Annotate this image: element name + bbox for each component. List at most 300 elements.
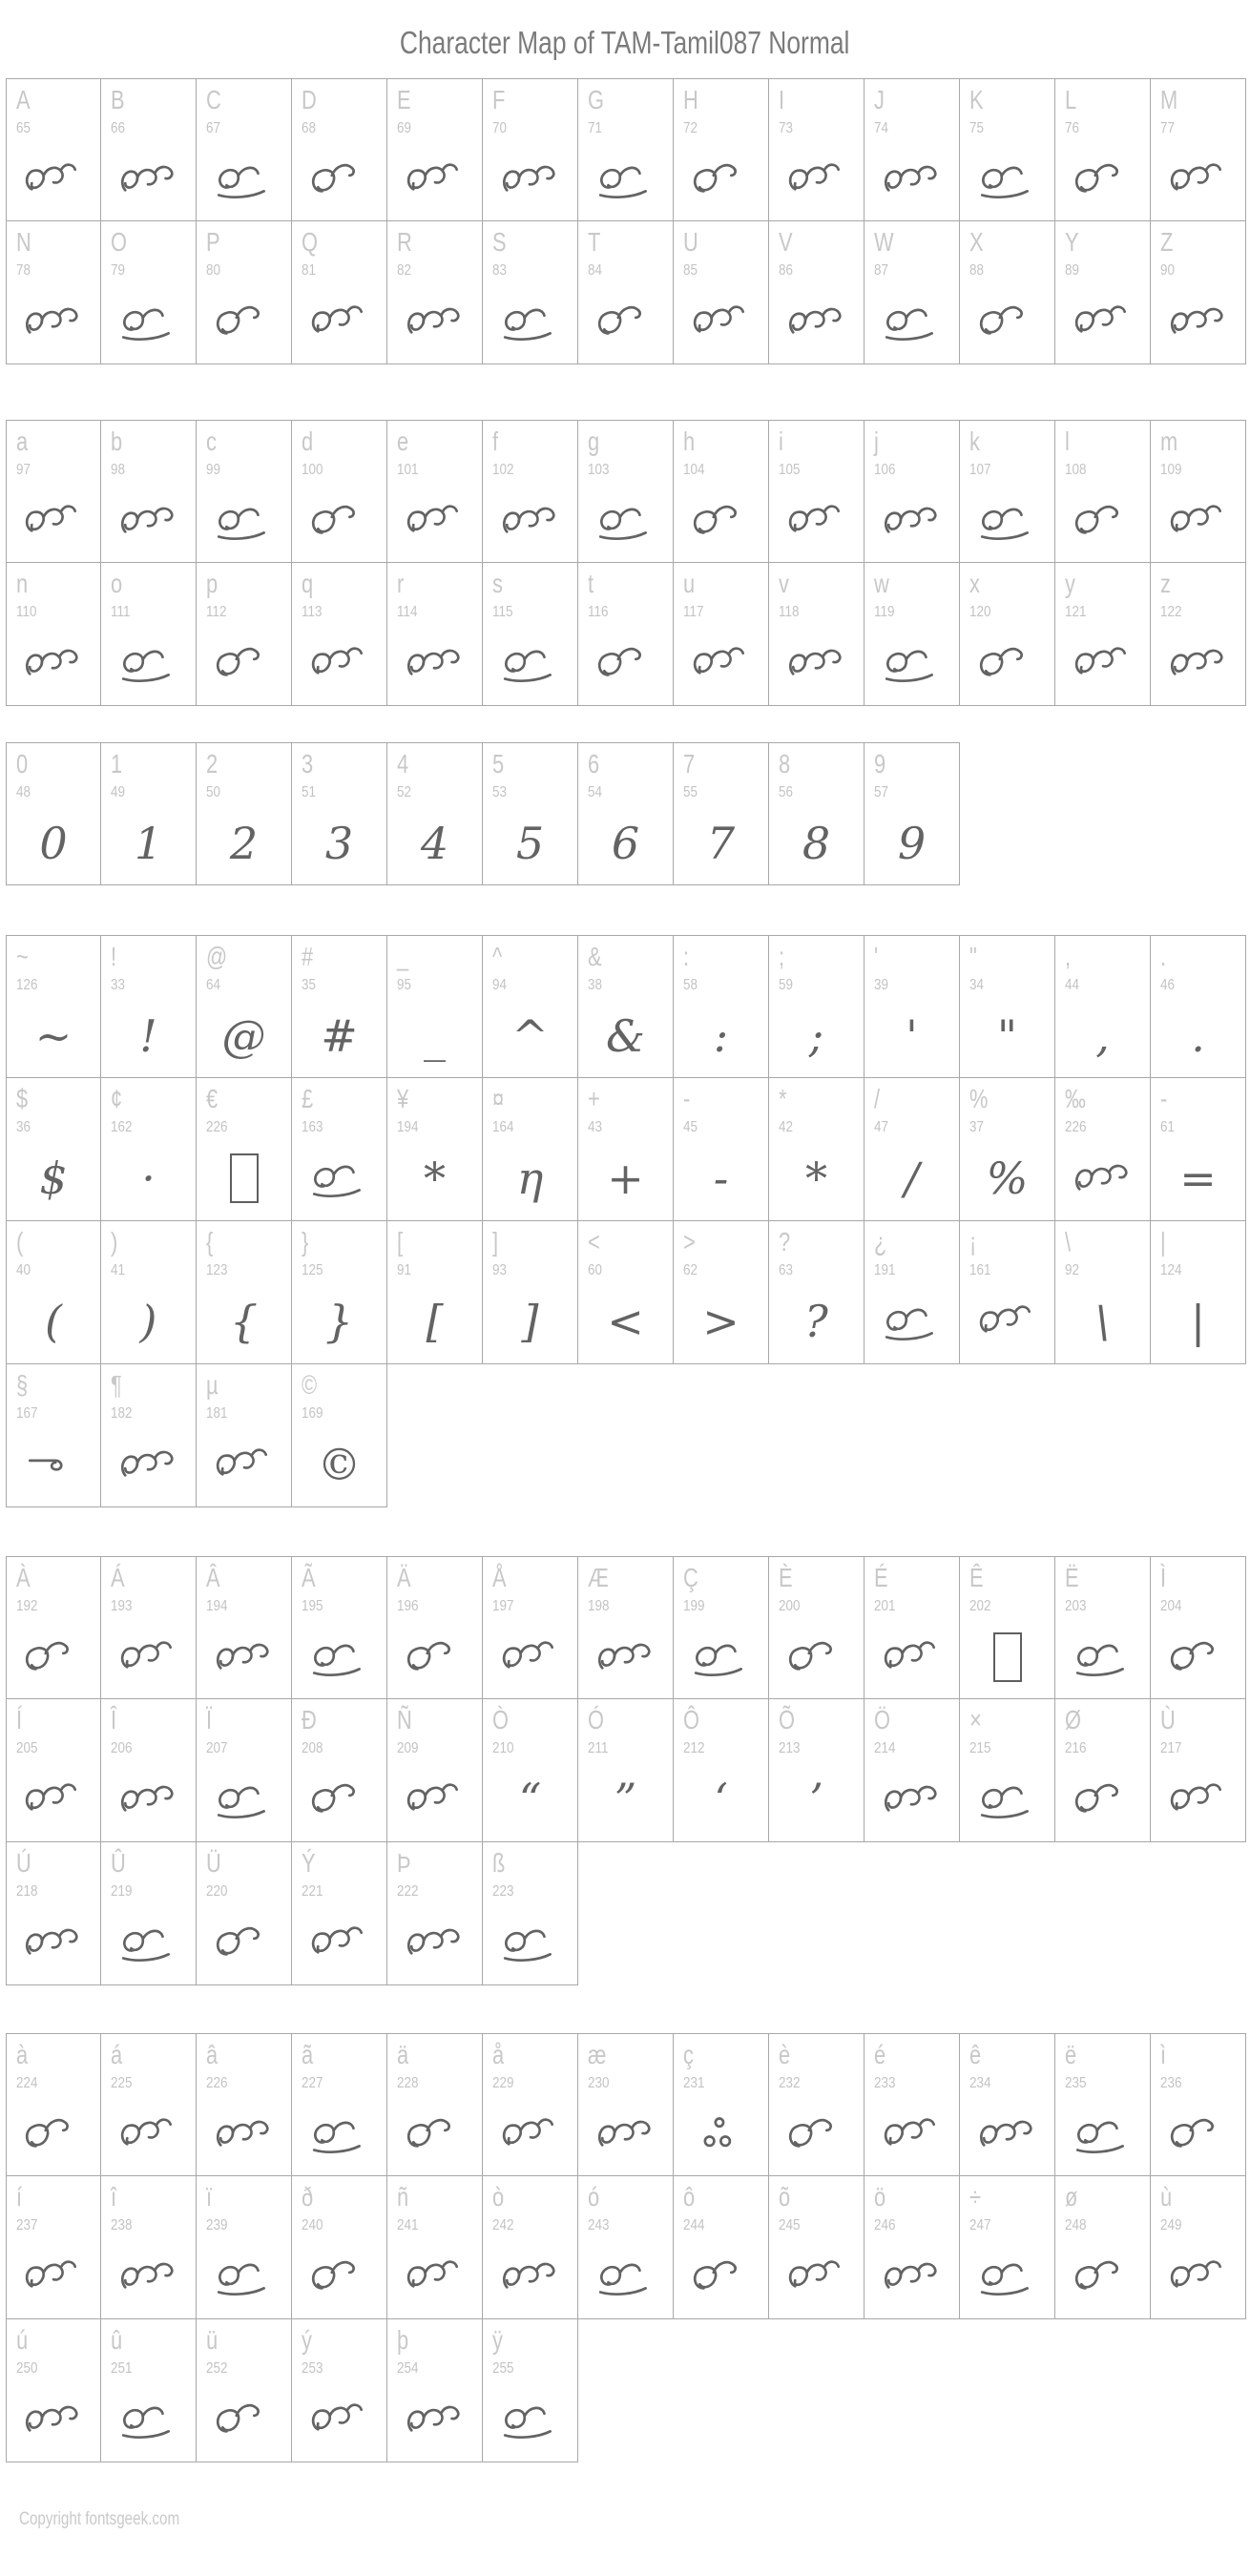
char-label: ò [492,2182,505,2212]
glyph-text: < [607,1296,644,1347]
char-label: ¶ [111,1370,122,1400]
char-glyph [578,1003,673,1070]
glyph-text: | [1190,1296,1206,1347]
char-glyph [769,1003,864,1070]
glyph-text: ] [521,1296,539,1347]
char-code: 114 [397,604,418,620]
char-glyph [197,1431,291,1498]
char-cell [101,1556,197,1699]
char-glyph [101,630,196,696]
char-label: R [397,227,412,257]
char-cell [483,1556,578,1699]
char-label: Î [111,1705,117,1735]
char-code: 120 [969,604,991,620]
char-cell [483,2176,578,2319]
glyph-text: ’ [809,1774,823,1825]
glyph-text: { [229,1296,259,1347]
char-label: Ù [1160,1705,1176,1735]
char-label: b [111,426,123,456]
char-code: 229 [492,2075,514,2091]
char-code: 248 [1065,2217,1087,2233]
char-cell [292,221,387,364]
char-label: H [683,85,698,114]
char-label: p [206,569,219,598]
tamil-glyph-squiggle [785,1635,848,1679]
tamil-glyph-squiggle [22,641,85,685]
char-cell [674,563,769,706]
tamil-glyph-squiggle [213,300,276,343]
char-code: 250 [16,2360,38,2377]
char-glyph [387,2101,482,2168]
char-code: 104 [683,462,705,478]
char-label: u [683,569,696,598]
char-glyph [578,1766,673,1833]
char-glyph [769,2101,864,2168]
char-cell [960,1556,1055,1699]
char-cell [197,1842,292,1985]
glyph-text: 8 [802,818,831,869]
char-code: 110 [16,604,37,620]
char-glyph [101,1145,196,1212]
char-label: M [1160,85,1178,114]
char-label: é [874,2040,886,2069]
char-code: 228 [397,2075,419,2091]
char-label: 9 [874,749,886,779]
char-code: 207 [206,1740,228,1756]
char-label: ø [1065,2182,1078,2212]
char-glyph [1055,1003,1150,1070]
char-glyph [7,2386,100,2453]
tamil-glyph-squiggle [1072,1777,1135,1821]
char-label: \ [1065,1227,1072,1257]
char-glyph [865,1145,959,1212]
glyph-text: - [713,1153,729,1204]
char-cell [1151,1556,1246,1699]
char-glyph [674,1624,768,1691]
tamil-glyph-squiggle [881,2112,944,2156]
tamil-glyph-squiggle [308,1777,371,1821]
char-glyph [1055,630,1150,696]
char-glyph [1151,146,1245,213]
char-cell [960,1221,1055,1364]
tamil-glyph-squiggle [117,2254,180,2298]
char-cell [1151,1699,1246,1842]
tamil-glyph-squiggle [117,1777,180,1821]
char-label: ð [302,2182,314,2212]
char-glyph [7,2101,100,2168]
glyph-text: " [996,1010,1018,1062]
char-cell [101,420,197,563]
char-code: 78 [16,262,31,279]
glyph-text: ) [139,1296,157,1347]
char-glyph [1151,630,1245,696]
char-cell [674,1221,769,1364]
tamil-glyph-squiggle [213,157,276,201]
char-label: ä [397,2040,409,2069]
char-glyph [578,630,673,696]
char-cell [197,1364,292,1507]
char-cell [1151,1078,1246,1221]
tamil-glyph-squiggle [881,1777,944,1821]
char-glyph [1151,488,1245,554]
char-glyph [387,288,482,355]
tamil-glyph-squiggle [404,2112,467,2156]
char-glyph [769,810,864,877]
char-cell [865,420,960,563]
char-cell [769,2033,865,2176]
char-label: & [588,942,602,971]
char-code: 108 [1065,462,1087,478]
tamil-glyph-squiggle [22,499,85,543]
glyph-text: 9 [897,818,927,869]
char-label: v [779,569,789,598]
char-cell [674,2176,769,2319]
char-cell [101,2319,197,2462]
char-label: $ [16,1084,29,1113]
char-code: 93 [492,1262,507,1278]
char-glyph [292,1288,386,1355]
char-cell [960,1699,1055,1842]
tamil-glyph-squiggle [785,2112,848,2156]
char-glyph [7,1909,100,1976]
char-cell [865,1699,960,1842]
char-label: © [302,1370,318,1400]
char-code: 222 [397,1883,419,1900]
char-glyph [960,1145,1054,1212]
char-code: 196 [397,1598,419,1614]
tamil-glyph-squiggle [976,499,1039,543]
tamil-glyph-squiggle [1072,2112,1135,2156]
char-cell [101,742,197,885]
char-label: d [302,426,314,456]
glyph-text: ! [139,1010,157,1062]
char-code: 126 [16,977,38,993]
char-glyph [101,1909,196,1976]
char-glyph [483,1003,577,1070]
char-code: 46 [1160,977,1175,993]
char-label: ; [779,942,785,971]
char-glyph [960,288,1054,355]
tamil-glyph-squiggle [22,1443,85,1486]
char-code: 219 [111,1883,133,1900]
tamil-glyph-squiggle [1167,499,1230,543]
char-code: 57 [874,784,888,800]
char-cell [387,1699,483,1842]
char-cell [960,563,1055,706]
char-cell [960,1078,1055,1221]
char-code: 231 [683,2075,705,2091]
char-label: Ã [302,1563,316,1592]
char-cell [1151,78,1246,221]
char-cell [578,221,674,364]
char-label: % [969,1084,989,1113]
tamil-glyph-squiggle [881,2254,944,2298]
char-cell [1151,2176,1246,2319]
char-code: 76 [1065,120,1079,136]
char-glyph [387,2386,482,2453]
char-label: 1 [111,749,123,779]
char-label: h [683,426,696,456]
char-label: § [16,1370,29,1400]
char-code: 87 [874,262,888,279]
char-glyph [674,630,768,696]
char-cell [769,563,865,706]
glyph-text: } [324,1296,354,1347]
char-code: 112 [206,604,227,620]
char-code: 43 [588,1119,602,1135]
char-code: 73 [779,120,793,136]
char-label: Z [1160,227,1174,257]
char-code: 226 [1065,1119,1087,1135]
char-code: 212 [683,1740,705,1756]
char-cell [6,1842,101,1985]
char-code: 42 [779,1119,793,1135]
char-glyph [1151,288,1245,355]
char-glyph [1055,2243,1150,2310]
char-glyph [483,1766,577,1833]
char-code: 95 [397,977,411,993]
char-code: 119 [874,604,895,620]
glyph-text: 6 [611,818,640,869]
tamil-glyph-squiggle [690,300,753,343]
tamil-glyph-squiggle [213,641,276,685]
tamil-glyph-squiggle [213,2112,276,2156]
char-glyph [101,2386,196,2453]
char-cell [865,1078,960,1221]
char-code: 82 [397,262,411,279]
char-code: 215 [969,1740,991,1756]
char-glyph [7,2243,100,2310]
char-glyph [769,1145,864,1212]
char-glyph [101,810,196,877]
char-label: s [492,569,503,598]
char-glyph [578,488,673,554]
char-label: ÿ [492,2325,503,2355]
char-code: 246 [874,2217,896,2233]
char-cell [483,78,578,221]
char-label: | [1160,1227,1166,1257]
char-label: Õ [779,1705,795,1735]
char-label: J [874,85,885,114]
grid-row [6,2176,1246,2319]
char-glyph [960,1624,1054,1691]
glyph-text: “ [518,1774,542,1825]
char-code: 213 [779,1740,801,1756]
glyph-text: ~ [34,1010,73,1062]
char-label: q [302,569,314,598]
char-label: I [779,85,785,114]
char-cell [865,221,960,364]
char-label: ] [492,1227,499,1257]
char-label: A [16,85,31,114]
char-cell [197,78,292,221]
glyph-text: ‘ [714,1774,728,1825]
char-label: E [397,85,411,114]
char-label: [ [397,1227,404,1257]
char-code: 225 [111,2075,133,2091]
tamil-glyph-squiggle [1072,499,1135,543]
char-code: 56 [779,784,793,800]
char-glyph [197,2101,291,2168]
char-code: 217 [1160,1740,1182,1756]
tamil-glyph-squiggle [976,1299,1039,1343]
char-cell [483,563,578,706]
char-cell [483,2319,578,2462]
char-code: 194 [397,1119,419,1135]
char-code: 210 [492,1740,514,1756]
tamil-glyph-squiggle [404,1777,467,1821]
char-code: 181 [206,1405,228,1422]
tamil-glyph-squiggle [690,1635,753,1679]
char-code: 245 [779,2217,801,2233]
char-code: 240 [302,2217,323,2233]
grid-row [6,935,1246,1078]
char-code: 234 [969,2075,991,2091]
char-code: 198 [588,1598,610,1614]
char-glyph [292,2386,386,2453]
tamil-glyph-squiggle [404,300,467,343]
tamil-glyph-squiggle [22,2254,85,2298]
char-cell [1151,563,1246,706]
tamil-glyph-squiggle [213,499,276,543]
glyph-text: ( [45,1296,62,1347]
char-code: 227 [302,2075,323,2091]
tamil-glyph-squiggle [1072,2254,1135,2298]
char-label: + [588,1084,600,1113]
glyph-text: 0 [39,818,68,869]
glyph-text: * [805,1153,827,1204]
char-cell [483,1842,578,1985]
char-label: ÷ [969,2182,981,2212]
tamil-glyph-squiggle [785,300,848,343]
char-code: 195 [302,1598,323,1614]
char-label: k [969,426,980,456]
char-code: 194 [206,1598,228,1614]
char-code: 209 [397,1740,419,1756]
char-glyph [7,1431,100,1498]
tamil-glyph-squiggle [976,2112,1039,2156]
char-code: 91 [397,1262,411,1278]
char-cell [578,420,674,563]
char-glyph [1055,1766,1150,1833]
char-code: 216 [1065,1740,1087,1756]
char-label: Ä [397,1563,411,1592]
grid-row [6,420,1246,563]
char-label: î [111,2182,117,2212]
tamil-glyph-squiggle [117,1443,180,1486]
char-cell [578,1556,674,1699]
tamil-glyph-squiggle [785,499,848,543]
char-label: F [492,85,506,114]
char-label: { [206,1227,214,1257]
char-glyph [197,2386,291,2453]
char-code: 203 [1065,1598,1087,1614]
char-label: ! [111,942,117,971]
char-cell [197,2033,292,2176]
char-code: 115 [492,604,513,620]
char-code: 253 [302,2360,323,2377]
tamil-glyph-squiggle [976,157,1039,201]
grid-row [6,742,960,885]
char-cell [578,1078,674,1221]
char-label: Å [492,1563,507,1592]
tamil-glyph-squiggle [1167,157,1230,201]
char-cell [1151,420,1246,563]
char-label: > [683,1227,696,1257]
glyph-text: ; [808,1010,824,1062]
char-cell [578,935,674,1078]
char-cell [387,2033,483,2176]
char-cell [292,563,387,706]
tamil-glyph-squiggle [1072,641,1135,685]
tamil-glyph-squiggle [976,1777,1039,1821]
char-label: ï [206,2182,213,2212]
char-glyph [483,810,577,877]
char-cell [387,1078,483,1221]
char-code: 81 [302,262,316,279]
char-code: 86 [779,262,793,279]
char-cell [387,420,483,563]
char-cell [865,78,960,221]
char-code: 99 [206,462,220,478]
tamil-glyph-squiggle [594,300,657,343]
tamil-glyph-squiggle [1072,157,1135,201]
char-glyph [769,2243,864,2310]
char-code: 226 [206,2075,228,2091]
char-glyph [769,630,864,696]
char-label: < [588,1227,600,1257]
char-label: Ö [874,1705,890,1735]
grid-digits [6,742,960,885]
char-cell [6,1221,101,1364]
char-code: 85 [683,262,698,279]
tamil-glyph-squiggle [117,641,180,685]
glyph-text: + [607,1153,644,1204]
char-code: 54 [588,784,602,800]
char-cell [101,1078,197,1221]
grid-accented-uppercase [6,1556,1246,1985]
tamil-glyph-squiggle [881,641,944,685]
char-label: V [779,227,793,257]
char-label: X [969,227,984,257]
char-glyph [101,1288,196,1355]
char-glyph [674,1766,768,1833]
char-label: Ñ [397,1705,412,1735]
char-cell [769,1556,865,1699]
char-glyph [865,488,959,554]
char-label: o [111,569,123,598]
char-label: , [1065,942,1072,971]
char-glyph [292,1624,386,1691]
tamil-glyph-squiggle [499,641,562,685]
char-glyph [7,288,100,355]
char-label: 4 [397,749,409,779]
char-code: 255 [492,2360,514,2377]
char-code: 90 [1160,262,1175,279]
char-code: 249 [1160,2217,1182,2233]
char-label: x [969,569,980,598]
char-cell [292,2176,387,2319]
char-label: 5 [492,749,505,779]
char-cell [1055,1221,1151,1364]
char-cell [6,2319,101,2462]
tamil-glyph-squiggle [1167,2112,1230,2156]
char-glyph [674,810,768,877]
grid-row [6,1221,1246,1364]
grid-row [6,2033,1246,2176]
glyph-text: . [1191,1010,1205,1062]
char-glyph [1055,288,1150,355]
